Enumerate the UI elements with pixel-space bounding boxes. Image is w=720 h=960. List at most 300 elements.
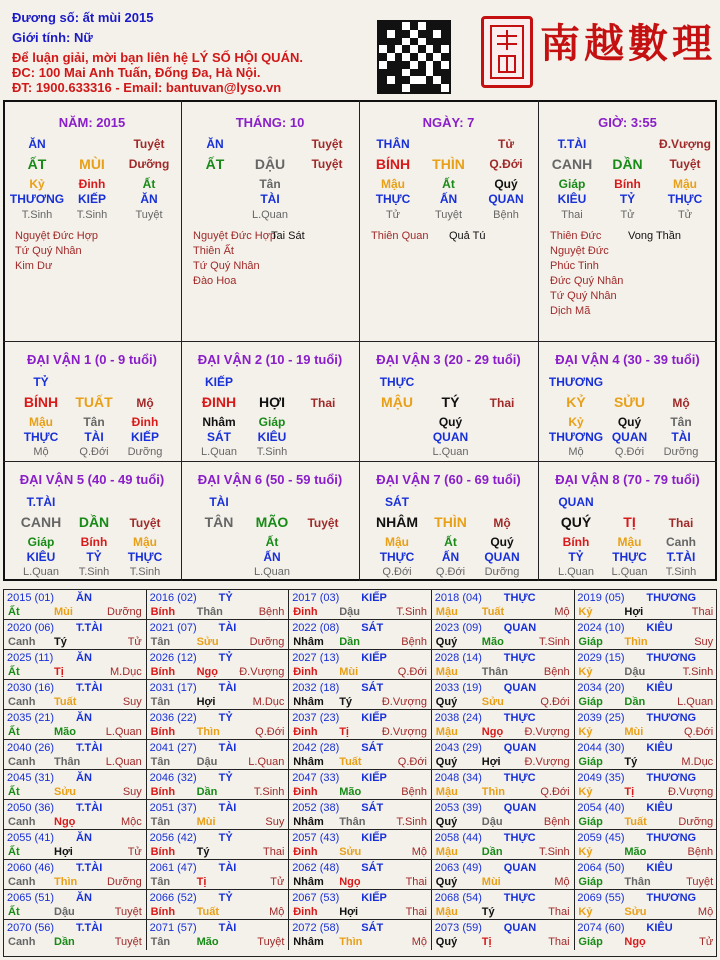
- year-cell[interactable]: [4, 920, 147, 950]
- heavenly-stem: ẤT: [27, 156, 47, 172]
- year-branch: Dậu: [54, 906, 75, 918]
- dai-van-title[interactable]: ĐẠI VẬN 4 (30 - 39 tuổi): [555, 352, 700, 367]
- hidden-god: ĂN: [140, 192, 158, 206]
- year-cell[interactable]: [147, 650, 290, 680]
- year-state: Mộ: [554, 606, 570, 618]
- year-cell[interactable]: [432, 590, 575, 620]
- year-label: 2050 (36): [7, 802, 55, 814]
- year-branch: Dậu: [624, 666, 646, 678]
- year-cell[interactable]: [574, 710, 717, 740]
- hidden-god: TỶ: [619, 192, 636, 206]
- year-label: 2025 (11): [7, 652, 54, 664]
- hidden-god: THỰC: [127, 550, 163, 564]
- year-stem: Đinh: [293, 606, 318, 618]
- year-label: 2064 (50): [577, 862, 625, 874]
- year-state: Mộ: [269, 906, 285, 918]
- year-cell[interactable]: [289, 770, 432, 800]
- year-cell[interactable]: [4, 590, 147, 620]
- year-cell[interactable]: [289, 920, 432, 950]
- hidden-state: Tử: [385, 209, 401, 221]
- year-state: T.Sinh: [682, 666, 714, 678]
- year-stem: Ất: [8, 786, 20, 798]
- year-branch: Sửu: [481, 696, 504, 708]
- year-label: 2047 (33): [292, 772, 340, 784]
- year-god: T.TÀI: [76, 682, 103, 694]
- star-name: Thiên Ất: [193, 245, 234, 257]
- brand-logo: 南越數理: [540, 20, 716, 67]
- year-stem: Ất: [8, 666, 20, 678]
- year-god: KIÊU: [646, 682, 673, 694]
- year-label: 2037 (23): [292, 712, 340, 724]
- phone-email-line[interactable]: ĐT: 1900.633316 - Email: bantuvan@lyso.vn: [12, 80, 282, 95]
- year-cell[interactable]: [147, 830, 290, 860]
- dai-van-title[interactable]: ĐẠI VẬN 2 (10 - 19 tuổi): [197, 352, 343, 367]
- year-cell[interactable]: [432, 860, 575, 890]
- subject-line: Đương số: ất mùi 2015: [12, 10, 154, 25]
- year-state: Đ.Vượng: [668, 786, 714, 798]
- year-cell[interactable]: [289, 650, 432, 680]
- year-cell[interactable]: [4, 860, 147, 890]
- stem-state: Đ.Vượng: [659, 137, 711, 151]
- annual-luck-table: [3, 589, 717, 957]
- hidden-stem: Giáp: [258, 415, 286, 429]
- year-cell[interactable]: [4, 740, 147, 770]
- hidden-state: L.Quan: [432, 446, 469, 458]
- year-god: THƯƠNG: [646, 892, 697, 904]
- year-cell[interactable]: [432, 740, 575, 770]
- year-god: THỰC: [503, 592, 536, 604]
- year-god: TÀI: [218, 742, 237, 754]
- year-god: KIẾP: [361, 892, 387, 904]
- year-god: ĂN: [76, 892, 92, 904]
- year-god: KIÊU: [646, 742, 673, 754]
- year-state: Tuyệt: [114, 936, 142, 948]
- year-god: SÁT: [361, 742, 384, 754]
- year-cell[interactable]: [4, 620, 147, 650]
- year-branch: Tý: [481, 906, 495, 918]
- year-cell[interactable]: [574, 680, 717, 710]
- year-label: 2032 (18): [292, 682, 340, 694]
- year-label: 2044 (30): [577, 742, 625, 754]
- year-state: L.Quan: [677, 696, 714, 708]
- hidden-state: Tuyệt: [434, 209, 463, 221]
- year-state: Thai: [691, 606, 714, 618]
- year-god: QUAN: [503, 742, 537, 754]
- year-stem: Canh: [8, 936, 36, 948]
- year-state: Bệnh: [687, 846, 714, 858]
- year-god: TỶ: [218, 712, 233, 724]
- year-cell[interactable]: [147, 710, 290, 740]
- year-god: SÁT: [361, 682, 384, 694]
- hidden-stem: Ất: [442, 177, 455, 191]
- year-state: Q.Đới: [397, 666, 427, 678]
- hidden-stem: Bính: [562, 535, 590, 549]
- year-god: T.TÀI: [76, 802, 103, 814]
- stem-state: Tử: [497, 137, 515, 151]
- year-branch: Hợi: [624, 606, 644, 618]
- branch-state: Tuyệt: [307, 516, 339, 530]
- year-god: KIẾP: [361, 772, 387, 784]
- year-cell[interactable]: [432, 680, 575, 710]
- year-stem: Ất: [8, 846, 20, 858]
- hidden-god: THƯƠNG: [548, 430, 604, 444]
- dai-van-title[interactable]: ĐẠI VẬN 5 (40 - 49 tuổi): [19, 472, 165, 487]
- year-god: T.TÀI: [76, 742, 103, 754]
- divider: [181, 100, 182, 581]
- stem-god: ĂN: [206, 137, 224, 151]
- year-stem: Kỷ: [578, 726, 593, 738]
- hidden-stem: Bính: [614, 177, 641, 191]
- year-god: T.TÀI: [76, 622, 103, 634]
- hidden-stem: Đinh: [78, 177, 106, 191]
- year-branch: Thân: [481, 666, 509, 678]
- year-cell[interactable]: [432, 890, 575, 920]
- year-cell[interactable]: [574, 620, 717, 650]
- year-label: 2063 (49): [434, 862, 482, 874]
- year-stem: Bính: [150, 666, 176, 678]
- year-cell[interactable]: [432, 920, 575, 950]
- year-state: Q.Đới: [683, 726, 714, 738]
- year-branch: Dậu: [481, 816, 503, 828]
- year-state: M.Dục: [681, 756, 714, 768]
- year-state: Bệnh: [543, 666, 570, 678]
- year-state: Tuyệt: [114, 906, 142, 918]
- year-state: Tử: [127, 846, 142, 858]
- hidden-stem: Giáp: [27, 535, 55, 549]
- year-label: 2027 (13): [292, 652, 340, 664]
- year-god: THỰC: [503, 712, 536, 724]
- year-branch: Ngọ: [54, 816, 76, 828]
- year-cell[interactable]: [432, 710, 575, 740]
- year-stem: Nhâm: [293, 636, 324, 648]
- year-label: 2031 (17): [149, 682, 197, 694]
- branch-state: Dưỡng: [128, 157, 170, 171]
- hidden-state: T.Sinh: [78, 566, 110, 578]
- qr-code-icon[interactable]: [377, 20, 451, 94]
- year-cell[interactable]: [432, 620, 575, 650]
- year-god: TÀI: [218, 862, 237, 874]
- year-branch: Ngọ: [624, 936, 646, 948]
- year-god: SÁT: [361, 622, 384, 634]
- year-label: 2043 (29): [434, 742, 482, 754]
- year-label: 2022 (08): [292, 622, 340, 634]
- hidden-stem: Ất: [142, 177, 156, 191]
- year-label: 2069 (55): [577, 892, 625, 904]
- year-god: THƯƠNG: [646, 712, 697, 724]
- year-label: 2015 (01): [7, 592, 55, 604]
- gender-line: Giới tính: Nữ: [12, 30, 93, 45]
- year-branch: Thân: [54, 756, 81, 768]
- year-god: THỰC: [503, 652, 536, 664]
- year-cell[interactable]: [432, 800, 575, 830]
- year-cell[interactable]: [147, 890, 290, 920]
- year-label: 2054 (40): [577, 802, 625, 814]
- year-stem: Quý: [435, 816, 458, 828]
- year-stem: Tân: [150, 636, 171, 648]
- year-label: 2019 (05): [577, 592, 625, 604]
- year-cell[interactable]: [574, 920, 717, 950]
- dai-van-title[interactable]: ĐẠI VẬN 6 (50 - 59 tuổi): [197, 472, 343, 487]
- hidden-state: Tử: [620, 209, 635, 221]
- branch-state: Q.Đới: [489, 157, 523, 171]
- year-stem: Bính: [150, 786, 176, 798]
- hidden-god: TÀI: [84, 430, 104, 444]
- hidden-god: KIÊU: [257, 430, 287, 444]
- year-state: L.Quan: [105, 726, 142, 738]
- dai-van-title[interactable]: ĐẠI VẬN 8 (70 - 79 tuổi): [555, 472, 700, 487]
- pillar-title: GIỜ: 3:55: [598, 115, 657, 130]
- year-branch: Tuất: [481, 606, 505, 618]
- year-branch: Dần: [54, 936, 75, 948]
- year-branch: Thân: [624, 876, 651, 888]
- year-cell[interactable]: [147, 770, 290, 800]
- earthly-branch: DẦN: [612, 156, 643, 172]
- year-god: T.TÀI: [76, 862, 103, 874]
- year-branch: Hợi: [196, 696, 216, 708]
- year-label: 2038 (24): [434, 712, 482, 724]
- year-branch: Dần: [624, 696, 646, 708]
- year-god: QUAN: [503, 802, 537, 814]
- year-cell[interactable]: [4, 830, 147, 860]
- year-god: TÀI: [218, 802, 237, 814]
- year-stem: Mậu: [435, 666, 458, 678]
- hidden-stem: Ất: [444, 535, 457, 549]
- year-state: Suy: [265, 816, 285, 828]
- year-cell[interactable]: [4, 650, 147, 680]
- year-branch: Mão: [196, 936, 219, 948]
- year-cell[interactable]: [574, 830, 717, 860]
- dai-van-title[interactable]: ĐẠI VẬN 1 (0 - 9 tuổi): [26, 352, 158, 367]
- hidden-stem: Canh: [666, 535, 696, 549]
- dai-van-title[interactable]: ĐẠI VẬN 7 (60 - 69 tuổi): [376, 472, 521, 487]
- year-state: T.Sinh: [396, 606, 427, 618]
- year-branch: Mùi: [196, 816, 216, 828]
- year-cell[interactable]: [4, 680, 147, 710]
- branch-state: Tuyệt: [311, 157, 343, 171]
- year-state: Thai: [548, 936, 570, 948]
- hidden-god: ẤN: [441, 550, 460, 564]
- year-state: T.Sinh: [253, 786, 285, 798]
- year-branch: Tuất: [339, 756, 362, 768]
- star-name: Nguyệt Đức Hợp: [193, 230, 277, 242]
- year-branch: Dậu: [339, 606, 360, 618]
- year-cell[interactable]: [289, 710, 432, 740]
- branch-state: Thai: [668, 516, 694, 530]
- year-cell[interactable]: [4, 890, 147, 920]
- hidden-state: Bệnh: [493, 209, 519, 221]
- year-state: Bệnh: [258, 606, 285, 618]
- year-label: 2074 (60): [577, 922, 625, 934]
- year-branch: Tý: [339, 696, 353, 708]
- year-state: Dưỡng: [678, 816, 714, 828]
- year-god: SÁT: [361, 802, 384, 814]
- year-cell[interactable]: [289, 680, 432, 710]
- year-cell[interactable]: [289, 590, 432, 620]
- year-label: 2048 (34): [434, 772, 482, 784]
- year-branch: Dậu: [196, 756, 218, 768]
- year-cell[interactable]: [432, 830, 575, 860]
- year-god: ĂN: [76, 712, 92, 724]
- year-stem: Tân: [150, 816, 171, 828]
- year-cell[interactable]: [289, 860, 432, 890]
- hidden-state: Tuyệt: [135, 209, 163, 221]
- hidden-god: KIÊU: [26, 550, 56, 564]
- hidden-stem: Mậu: [381, 177, 405, 191]
- year-stem: Quý: [435, 756, 458, 768]
- year-state: Đ.Vượng: [381, 696, 427, 708]
- year-branch: Tị: [54, 666, 64, 678]
- year-state: Suy: [122, 786, 142, 798]
- year-branch: Mão: [624, 846, 647, 858]
- year-cell[interactable]: [574, 650, 717, 680]
- year-god: TỶ: [218, 652, 233, 664]
- heavenly-stem: NHÂM: [376, 514, 418, 530]
- hidden-god: KIẾP: [77, 192, 107, 206]
- year-label: 2056 (42): [149, 832, 197, 844]
- star-name: Dịch Mã: [550, 305, 591, 317]
- hidden-state: T.Sinh: [665, 566, 697, 578]
- year-cell[interactable]: [432, 650, 575, 680]
- year-branch: Hợi: [339, 906, 359, 918]
- hidden-god: THƯƠNG: [9, 192, 65, 206]
- year-branch: Ngọ: [196, 666, 218, 678]
- hidden-god: THỰC: [667, 192, 703, 206]
- year-state: T.Sinh: [539, 636, 570, 648]
- year-state: T.Sinh: [539, 846, 570, 858]
- year-stem: Kỷ: [578, 846, 593, 858]
- earthly-branch: HỢI: [259, 394, 285, 410]
- year-state: Bệnh: [543, 816, 570, 828]
- star-name: Tứ Quý Nhân: [15, 245, 82, 257]
- branch-state: Mộ: [136, 396, 154, 410]
- year-state: Q.Đới: [540, 696, 570, 708]
- year-god: KIẾP: [361, 832, 387, 844]
- hidden-god: TÀI: [260, 192, 280, 206]
- year-cell[interactable]: [289, 620, 432, 650]
- year-label: 2017 (03): [292, 592, 340, 604]
- year-cell[interactable]: [289, 830, 432, 860]
- year-branch: Tị: [624, 786, 635, 798]
- year-label: 2020 (06): [7, 622, 55, 634]
- year-stem: Mậu: [435, 726, 458, 738]
- year-state: M.Dục: [252, 696, 285, 708]
- hidden-state: L.Quan: [557, 566, 595, 578]
- year-stem: Giáp: [578, 936, 603, 948]
- year-cell[interactable]: [574, 770, 717, 800]
- year-label: 2045 (31): [7, 772, 55, 784]
- year-cell[interactable]: [147, 920, 290, 950]
- year-cell[interactable]: [289, 800, 432, 830]
- year-state: Đ.Vượng: [524, 756, 570, 768]
- year-cell[interactable]: [574, 890, 717, 920]
- year-state: Dưỡng: [107, 876, 142, 888]
- earthly-branch: MÃO: [255, 514, 289, 530]
- year-state: Dưỡng: [107, 606, 142, 618]
- year-state: Bệnh: [401, 786, 427, 798]
- year-branch: Ngọ: [481, 726, 504, 738]
- heavenly-stem: MẬU: [381, 394, 413, 410]
- dai-van-god: TÀI: [209, 495, 229, 509]
- year-cell[interactable]: [147, 590, 290, 620]
- branch-state: Thai: [489, 396, 515, 410]
- year-cell[interactable]: [4, 770, 147, 800]
- dai-van-god: T.TÀI: [26, 495, 56, 509]
- stem-state: Tuyệt: [311, 137, 343, 151]
- year-cell[interactable]: [432, 770, 575, 800]
- year-cell[interactable]: [574, 590, 717, 620]
- year-cell[interactable]: [289, 890, 432, 920]
- hidden-stem: Ất: [265, 535, 279, 549]
- earthly-branch: DẦN: [78, 514, 110, 530]
- star-name: Vong Thần: [628, 230, 682, 242]
- heavenly-stem: BÍNH: [23, 394, 59, 410]
- year-stem: Giáp: [578, 876, 603, 888]
- year-cell[interactable]: [574, 740, 717, 770]
- year-cell[interactable]: [147, 860, 290, 890]
- year-cell[interactable]: [289, 740, 432, 770]
- year-stem: Bính: [150, 606, 176, 618]
- year-god: THỰC: [503, 892, 536, 904]
- hidden-state: Dưỡng: [663, 446, 699, 458]
- year-stem: Giáp: [578, 816, 603, 828]
- dai-van-god: THỰC: [379, 375, 415, 389]
- year-label: 2061 (47): [149, 862, 197, 874]
- year-state: Tuyệt: [686, 876, 714, 888]
- year-cell[interactable]: [147, 680, 290, 710]
- seal-icon: [481, 16, 533, 88]
- hidden-god: THỰC: [379, 550, 415, 564]
- year-cell[interactable]: [147, 800, 290, 830]
- year-state: Tử: [270, 876, 285, 888]
- earthly-branch: SỬU: [613, 394, 646, 410]
- stem-state: Tuyệt: [133, 137, 165, 151]
- year-god: ĂN: [76, 772, 92, 784]
- year-stem: Kỷ: [578, 666, 593, 678]
- year-cell[interactable]: [147, 620, 290, 650]
- year-label: 2036 (22): [149, 712, 197, 724]
- year-cell[interactable]: [4, 710, 147, 740]
- year-branch: Tuất: [624, 816, 647, 828]
- year-cell[interactable]: [574, 800, 717, 830]
- year-cell[interactable]: [147, 740, 290, 770]
- pillar-title: NĂM: 2015: [58, 115, 126, 130]
- year-god: QUAN: [503, 922, 537, 934]
- hidden-stem: Mậu: [385, 535, 409, 549]
- year-label: 2041 (27): [149, 742, 197, 754]
- earthly-branch: THÌN: [432, 156, 465, 172]
- dai-van-title[interactable]: ĐẠI VẬN 3 (20 - 29 tuổi): [376, 352, 521, 367]
- hidden-stem: Quý: [494, 177, 518, 191]
- year-state: Suy: [122, 696, 142, 708]
- contact-invite: Để luận giải, mời bạn liên hệ LÝ SỐ HỘI QUÁN.: [12, 50, 303, 65]
- year-state: Tử: [127, 636, 142, 648]
- heavenly-stem: CANH: [551, 156, 593, 172]
- year-label: 2023 (09): [434, 622, 482, 634]
- year-label: 2021 (07): [149, 622, 197, 634]
- year-stem: Mậu: [435, 786, 458, 798]
- year-state: Mộ: [411, 846, 427, 858]
- year-state: Thai: [405, 876, 427, 888]
- heavenly-stem: ĐINH: [201, 394, 237, 410]
- year-god: KIẾP: [361, 652, 387, 664]
- hidden-god: KIÊU: [557, 192, 587, 206]
- year-cell[interactable]: [574, 860, 717, 890]
- year-god: TÀI: [218, 622, 237, 634]
- year-label: 2060 (46): [7, 862, 55, 874]
- year-cell[interactable]: [4, 800, 147, 830]
- hidden-god: THỰC: [612, 550, 647, 564]
- hidden-state: T.Sinh: [129, 566, 161, 578]
